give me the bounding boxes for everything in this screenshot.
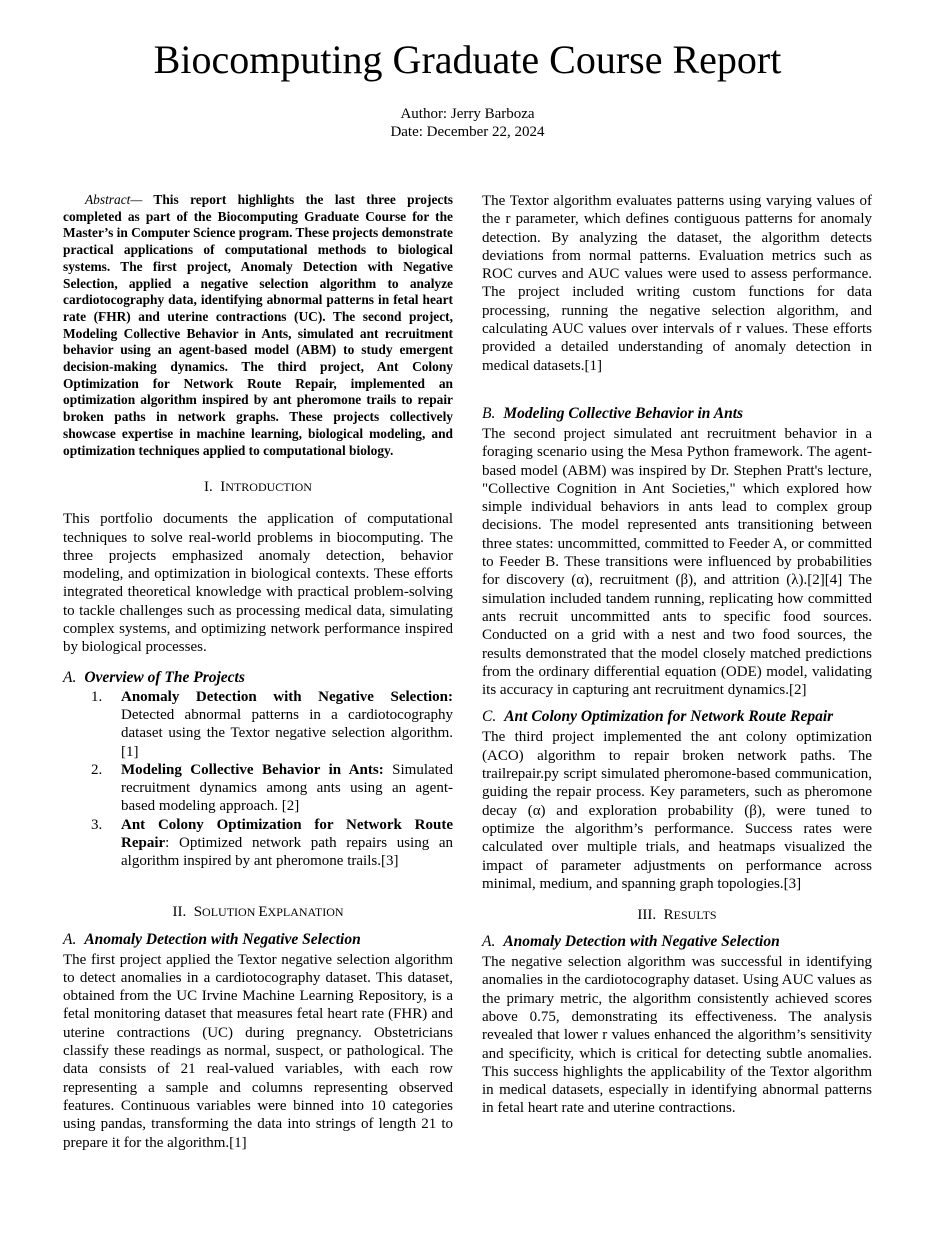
subsection-title: Modeling Collective Behavior in Ants <box>503 404 744 422</box>
left-column <box>63 192 453 1152</box>
section-title-first-letter: E <box>258 903 268 920</box>
list-item-number: 3. <box>91 816 103 833</box>
subsection-title: Anomaly Detection with Negative Selection <box>84 930 361 948</box>
section-title-rest: ESULTS <box>673 908 717 923</box>
subsection-heading-results-anomaly <box>482 932 872 951</box>
list-item-bold: Ant Colony Optimization for Network Route Repair <box>121 816 453 851</box>
aco-paragraph: The third project implemented the ant colony optimization (ACO) algorithm to repair broken network paths. The trailrepair.py script simulated pheromone-based communication, guiding the repair process. Key parameters, such as pheromone decay (α) and exploration probability (β), were tuned to optimize the algorithm’s performance. Success rates were calculated over multiple trials, and heatmaps visualized the impact of parameter adjustments on performance across minimal, medium, and spanning graph topologies.[3] <box>482 729 872 892</box>
abstract-label: Abstract— <box>85 192 143 207</box>
subsection-title: Ant Colony Optimization for Network Route Repair <box>504 708 834 726</box>
list-item-text: Simulated recruitment dynamics among ants using an agent-based modeling approach. [2] <box>121 761 454 815</box>
right-column <box>482 192 872 1118</box>
subsection-letter: C. <box>482 708 497 726</box>
project-list <box>63 688 453 871</box>
list-item-text: Detected abnormal patterns in a cardiotocography dataset using the Textor negative selection algorithm. [1] <box>121 706 453 760</box>
list-item <box>63 688 453 761</box>
subsection-heading-anomaly <box>63 930 453 949</box>
list-item <box>63 816 453 871</box>
section-heading-solution <box>63 903 453 921</box>
section-heading-results <box>482 906 872 924</box>
section-numeral: I. <box>204 479 213 496</box>
paper-title: Biocomputing Graduate Course Report <box>153 37 782 82</box>
abstract <box>63 192 453 459</box>
section-title-first-letter: I <box>220 479 226 496</box>
section-title-rest: XPLANATION <box>267 904 344 919</box>
subsection-title: Anomaly Detection with Negative Selection <box>503 933 780 951</box>
subsection-title: Overview of The Projects <box>84 668 245 686</box>
section-title-first-letter: S <box>193 903 203 920</box>
anomaly-paragraph-continued: The Textor algorithm evaluates patterns using varying values of the r parameter, which defines contiguous patterns for anomaly detection. By analyzing the dataset, the algorithm detects deviations from normal patterns. Evaluation metrics such as ROC curves and AUC values were used to assess performance. The project included writing custom functions for data processing, running the negative selection algorithm, and calculating AUC values over intervals of r values. These efforts provided a detailed understanding of anomaly detection in medical datasets.[1] <box>482 193 872 374</box>
subsection-heading-aco <box>482 707 872 726</box>
section-title-rest: NTRODUCTION <box>225 480 312 495</box>
date-line: Date: December 22, 2024 <box>390 124 545 140</box>
subsection-heading-overview <box>63 668 453 687</box>
list-item-number: 1. <box>91 688 103 705</box>
ants-paragraph: The second project simulated ant recruitment behavior in a foraging scenario using the Mesa Python framework. The agent-based model (ABM) was inspired by Dr. Stephen Pratt's lecture, "Collective Cognition in Ant Societies," which explored how simple individual behaviors in ants lead to complex group decisions. The model represented ants transitioning between three states: uncommitted, committed to Feeder A, or committed to Feeder B. These transitions were influenced by probabilities for discovery (α), recruitment (β), and attrition (λ).[2][4] The simulation included tandem running, replicating how committed ants recruit uncommitted ants to specific food sources. Conducted on a grid with a nest and two food sources, the results demonstrated that the model closely matched predictions from the ordinary differential equation (ODE) model, validating its accuracy in capturing ant recruitment dynamics.[2] <box>482 425 872 699</box>
list-item-bold: Modeling Collective Behavior in Ants: <box>121 761 384 778</box>
list-item-text: : Optimized network path repairs using an algorithm inspired by ant pheromone trails.[3] <box>121 835 453 870</box>
section-heading-introduction <box>63 478 453 496</box>
author-line: Author: Jerry Barboza <box>400 106 535 122</box>
list-item-number: 2. <box>91 761 103 778</box>
abstract-text: This report highlights the last three projects completed as part of the Biocomputing Graduate Course for the Master’s in Computer Science program. These projects demonstrate practical applications of computational methods to biological systems. The first project, Anomaly Detection with Negative Selection, applied a negative selection algorithm to analyze cardiotocography data, identifying abnormal patterns in fetal heart rate (FHR) and uterine contractions (UC). The second project, Modeling Collective Behavior in Ants, simulated ant recruitment behavior using an agent-based model (ABM) to study emergent decision-making dynamics. The third project, Ant Colony Optimization for Network Route Repair, implemented an optimization algorithm inspired by ant pheromone trails to repair broken paths in network graphs. These projects collectively showcase expertise in machine learning, biological modeling, and optimization techniques applied to computational biology. <box>63 192 453 458</box>
list-item <box>63 761 453 816</box>
section-numeral: II. <box>172 903 187 920</box>
subsection-heading-ants <box>482 404 872 423</box>
subsection-letter: A. <box>63 930 77 948</box>
results-paragraph: The negative selection algorithm was successful in identifying anomalies in the cardiotocography dataset. Using AUC values as the primary metric, the algorithm consistently achieved scores above 0.75, demonstrating its effectiveness. The analysis revealed that lower r values enhanced the algorithm’s sensitivity and specificity, which is critical for detecting subtle anomalies. This success highlights the applicability of the Textor algorithm in medical datasets, especially in identifying abnormal patterns in fetal heart rate and uterine contractions. <box>482 954 872 1117</box>
anomaly-paragraph: The first project applied the Textor negative selection algorithm to detect anomalies in a cardiotocography dataset. This dataset, obtained from the UC Irvine Machine Learning Repository, is a fetal monitoring dataset that measures fetal heart rate (FHR) and uterine contractions (UC) during pregnancy. Obstetricians classify these readings as normal, suspect, or pathological. The data consists of 21 real-valued variables, with each row representing a sample and columns representing observed features. Continuous variables were binned into 10 categories using pandas, transforming the data into strings of length 21 to prepare it for the algorithm.[1] <box>63 951 453 1151</box>
subsection-letter: A. <box>482 933 496 951</box>
list-item-bold: Anomaly Detection with Negative Selection: <box>121 688 453 705</box>
section-numeral: III. <box>637 907 657 924</box>
subsection-letter: B. <box>482 404 496 422</box>
subsection-letter: A. <box>63 668 77 686</box>
section-title-rest: OLUTION <box>202 904 259 919</box>
section-title-first-letter: R <box>663 907 674 924</box>
introduction-paragraph: This portfolio documents the application of computational techniques to solve real-world problems in biocomputing. The three projects emphasized anomaly detection, behavior modeling, and optimization in biological contexts. These efforts integrated theoretical knowledge with practical problem-solving to tackle challenges such as processing medical data, simulating complex systems, and optimizing network performance inspired by biological processes. <box>63 511 453 656</box>
